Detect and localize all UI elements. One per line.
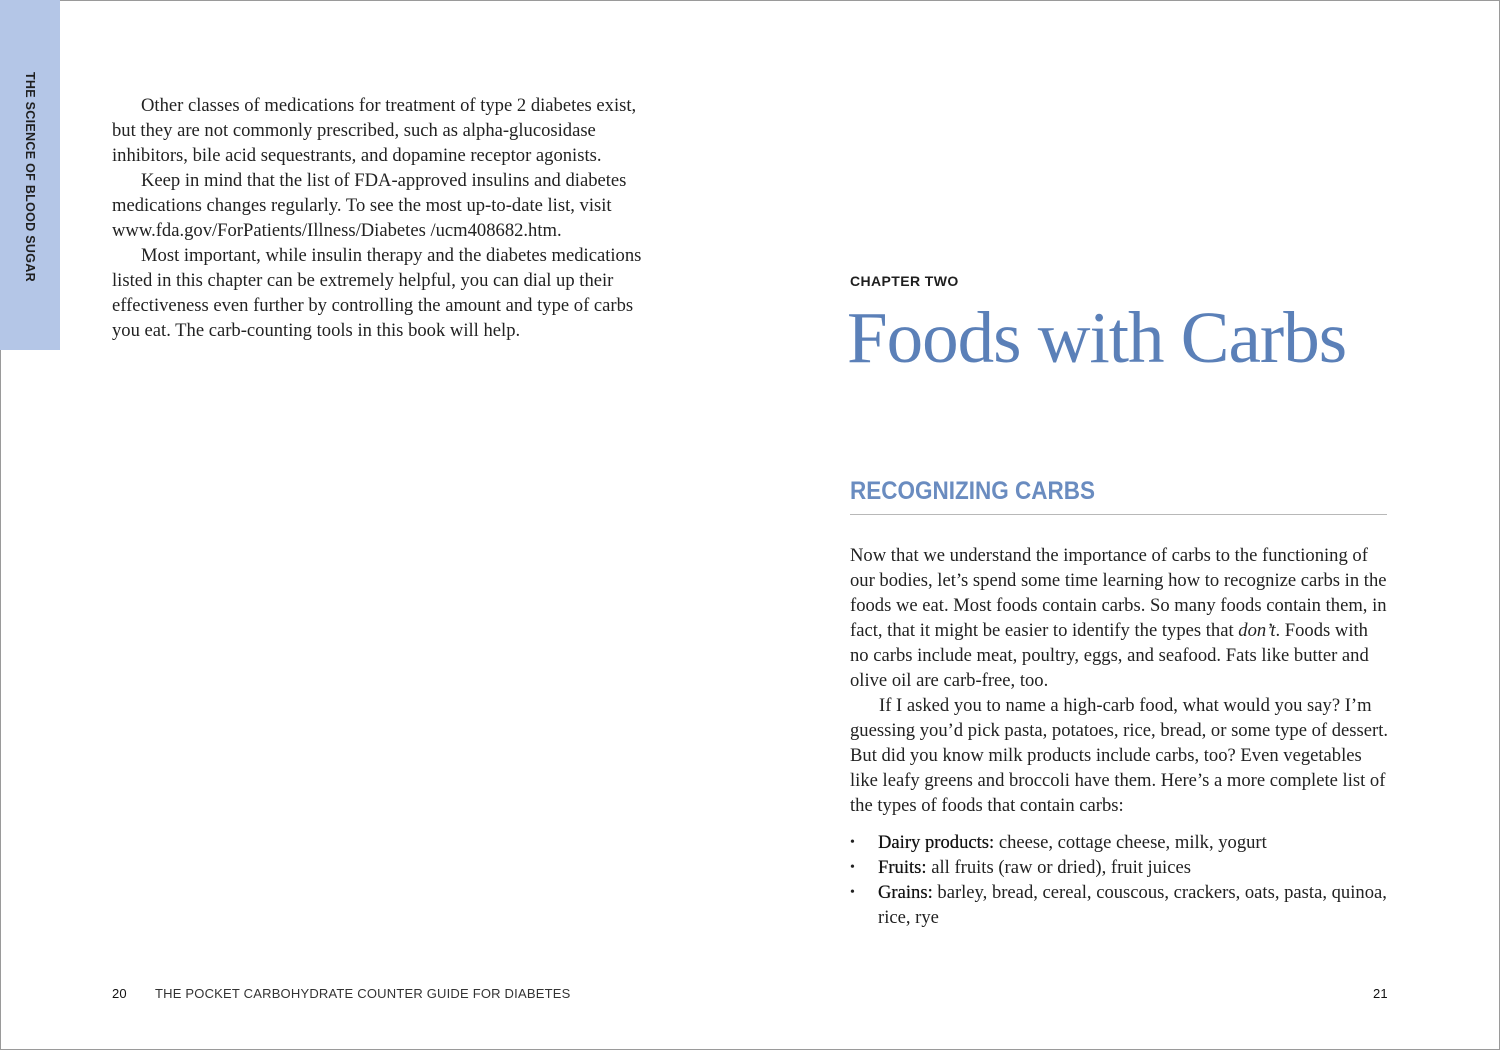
list-item-dairy	[850, 830, 1390, 855]
list-item-grains	[850, 880, 1390, 930]
left-paragraph-2: Keep in mind that the list of FDA-approved insulins and diabetes medications changes regularly. To see the most up-to-date list, visit www.fda.gov/ForPatients/Illness/Diabetes /ucm408682.htm.	[112, 170, 627, 241]
list-item-text: cheese, cottage cheese, milk, yogurt	[994, 832, 1267, 853]
section-divider	[850, 514, 1387, 515]
right-paragraph-2: If I asked you to name a high-carb food, what would you say? I’m guessing you’d pick pasta, potatoes, rice, bread, or some type of dessert. But did you know milk products include carbs, too? Even vegetables like leafy greens and broccoli have them. Here’s a more complete list of the types of foods that contain carbs:	[850, 695, 1389, 816]
section-side-tab	[0, 0, 60, 350]
carb-food-list	[850, 830, 1390, 930]
list-item-text: barley, bread, cereal, couscous, crackers, oats, pasta, quinoa, rice, rye	[878, 882, 1387, 928]
side-tab-label: THE SCIENCE OF BLOOD SUGAR	[23, 72, 37, 282]
chapter-label: CHAPTER TWO	[850, 273, 959, 289]
right-page-number: 21	[1373, 986, 1388, 1001]
right-paragraph-1-start: Now that we understand the importance of carbs to the functioning of our bodies, let’s spend some time learning how to recognize carbs in the foods we eat. Most foods contain carbs. So many foods contain them, in fact, that it might be easier to identify the types that	[850, 545, 1387, 641]
left-paragraph-3: Most important, while insulin therapy and the diabetes medications listed in this chapter can be extremely helpful, you can dial up their effectiveness even further by controlling the amount and type of carbs you eat. The carb-counting tools in this book will help.	[112, 245, 642, 341]
list-item-term: Grains:	[878, 882, 933, 903]
list-item-term: Fruits:	[878, 857, 927, 878]
right-page-body	[850, 543, 1390, 930]
left-paragraph-1: Other classes of medications for treatment of type 2 diabetes exist, but they are not commonly prescribed, such as alpha-glucosidase inhibitors, bile acid sequestrants, and dopamine receptor agonists.	[112, 95, 637, 166]
emphasis-dont: don’t	[1238, 620, 1276, 641]
right-paragraph-1	[850, 543, 1390, 693]
chapter-title: Foods with Carbs	[847, 297, 1347, 378]
left-page-number: 20	[112, 986, 127, 1001]
list-item-term: Dairy products:	[878, 832, 995, 853]
bullet-icon: •	[850, 860, 855, 875]
right-paragraph-1-end: . Foods with no carbs include meat, poultry, eggs, and seafood. Fats like butter and olive oil are carb-free, too.	[850, 620, 1369, 691]
list-item-text: all fruits (raw or dried), fruit juices	[926, 857, 1191, 878]
section-heading: RECOGNIZING CARBS	[850, 477, 1096, 505]
bullet-icon: •	[850, 885, 855, 900]
left-page-body	[112, 93, 642, 343]
list-item-fruits	[850, 855, 1390, 880]
running-title: THE POCKET CARBOHYDRATE COUNTER GUIDE FOR DIABETES	[155, 986, 571, 1001]
bullet-icon: •	[850, 835, 855, 850]
